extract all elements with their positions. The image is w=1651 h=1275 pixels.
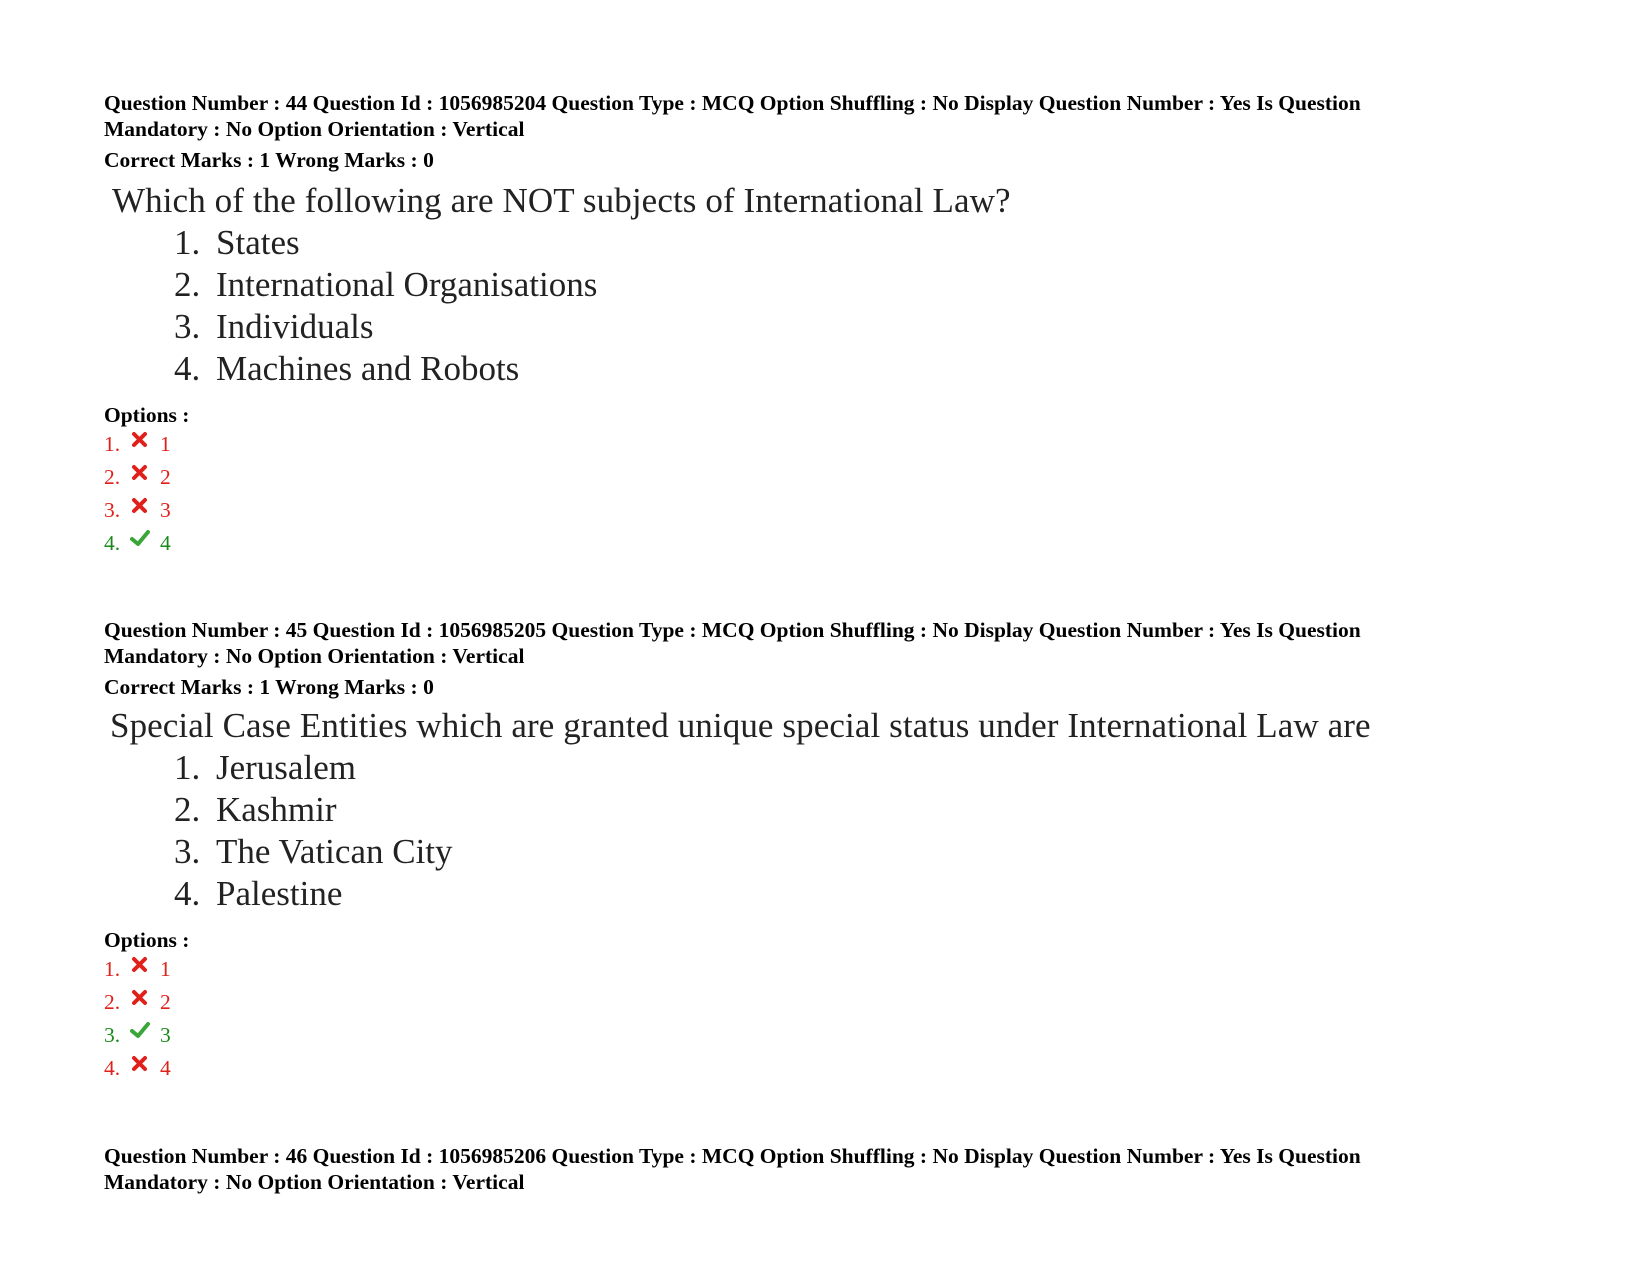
- option-item: 4. 4: [104, 1052, 1504, 1085]
- stem-list: [174, 747, 1504, 915]
- question-stem: Special Case Entities which are granted unique special status under International Law are: [110, 706, 1371, 745]
- question-46: [104, 1143, 1504, 1195]
- stem-item: 3. The Vatican City: [174, 832, 453, 871]
- option-item: 2. 2: [104, 986, 1504, 1019]
- question-meta-line2: Mandatory : No Option Orientation : Vertical: [104, 1170, 525, 1194]
- cross-icon: [130, 1053, 150, 1073]
- cross-icon: [130, 954, 150, 974]
- stem-item: 1. Jerusalem: [174, 748, 356, 787]
- question-44: [104, 90, 1504, 560]
- question-meta-line1: Question Number : 46 Question Id : 1056985206 Question Type : MCQ Option Shuffling : No Display Question Number : Yes Is Question: [104, 1144, 1361, 1168]
- stem-item: 4. Machines and Robots: [174, 349, 520, 388]
- cross-icon: [130, 987, 150, 1007]
- stem-item: 4. Palestine: [174, 874, 343, 913]
- cross-icon: [130, 462, 150, 482]
- option-item: 2. 2: [104, 461, 1504, 494]
- cross-icon: [130, 495, 150, 515]
- option-item: 3. 3: [104, 494, 1504, 527]
- question-meta-line1: Question Number : 44 Question Id : 1056985204 Question Type : MCQ Option Shuffling : No Display Question Number : Yes Is Question: [104, 91, 1361, 115]
- option-item: 1. 1: [104, 953, 1504, 986]
- question-45: [104, 617, 1504, 1085]
- stem-item: 1. States: [174, 223, 300, 262]
- question-marks: Correct Marks : 1 Wrong Marks : 0: [104, 675, 434, 699]
- option-item: 1. 1: [104, 428, 1504, 461]
- options-label: Options :: [104, 928, 190, 952]
- stem-item: 2. International Organisations: [174, 265, 598, 304]
- cross-icon: [130, 429, 150, 449]
- question-meta-line2: Mandatory : No Option Orientation : Vertical: [104, 117, 525, 141]
- stem-item: 3. Individuals: [174, 307, 374, 346]
- options-label: Options :: [104, 403, 190, 427]
- check-icon: [130, 1020, 150, 1040]
- question-marks: Correct Marks : 1 Wrong Marks : 0: [104, 148, 434, 172]
- option-item: 4. 4: [104, 527, 1504, 560]
- stem-list: [174, 222, 1504, 390]
- check-icon: [130, 528, 150, 548]
- option-item: 3. 3: [104, 1019, 1504, 1052]
- question-stem: Which of the following are NOT subjects of International Law?: [112, 181, 1011, 220]
- question-meta-line2: Mandatory : No Option Orientation : Vertical: [104, 644, 525, 668]
- question-meta-line1: Question Number : 45 Question Id : 1056985205 Question Type : MCQ Option Shuffling : No Display Question Number : Yes Is Question: [104, 618, 1361, 642]
- stem-item: 2. Kashmir: [174, 790, 337, 829]
